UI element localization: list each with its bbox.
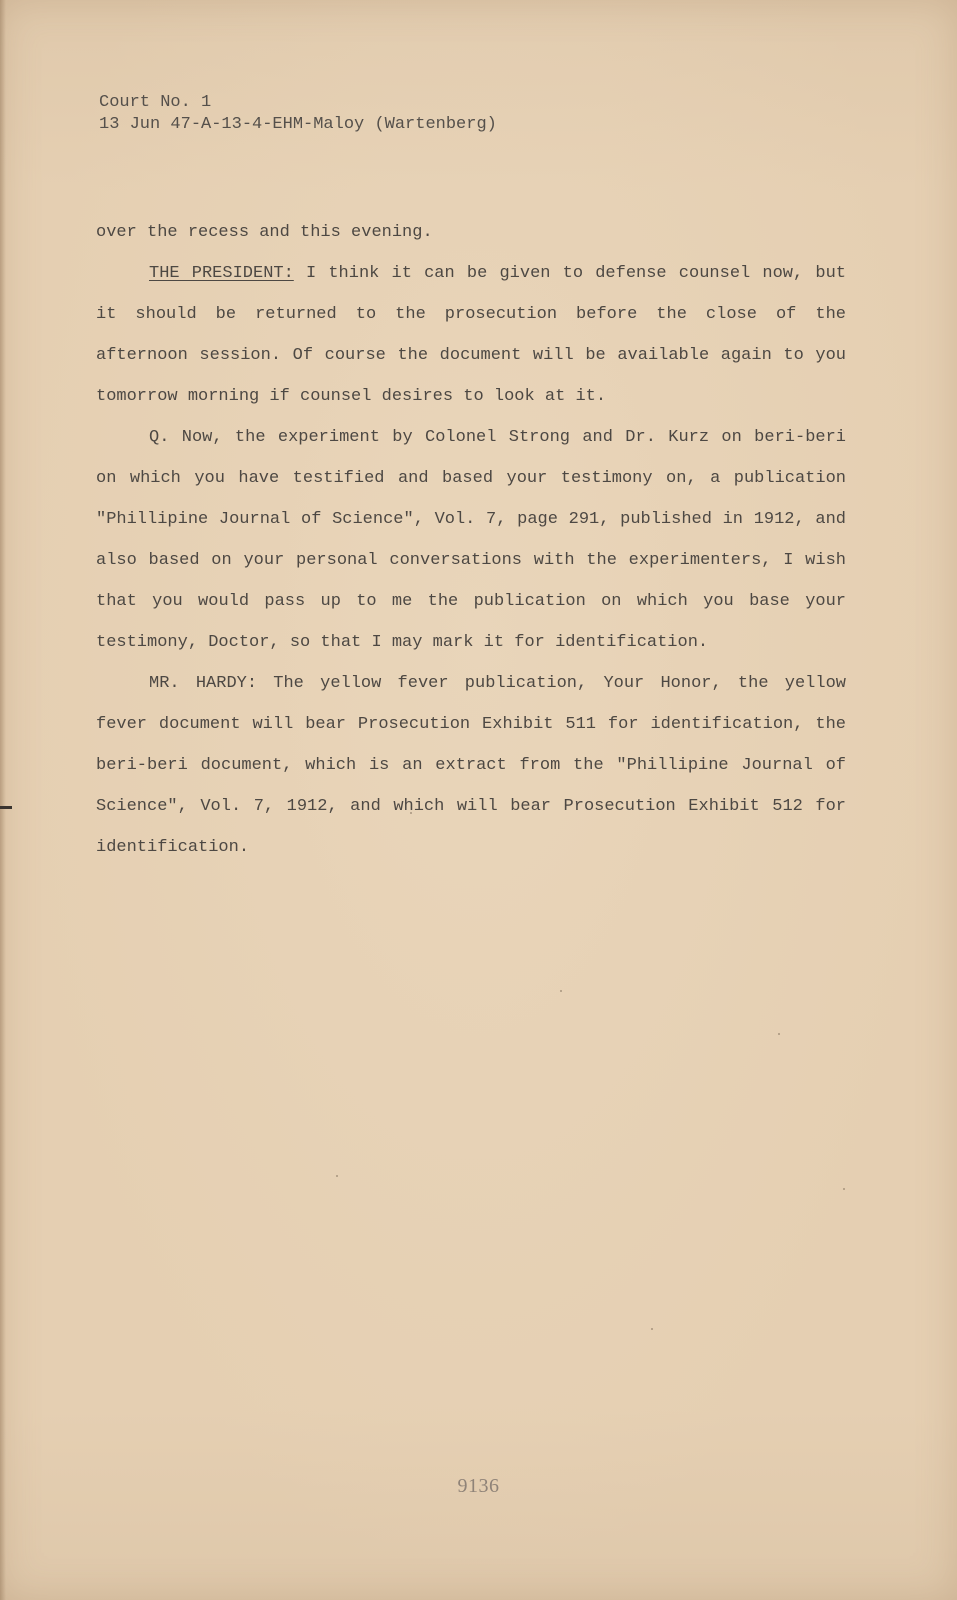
paragraph-hardy [96, 663, 846, 868]
paper-speck [560, 990, 562, 992]
paper-speck [778, 1033, 780, 1035]
paragraph-question: Q. Now, the experiment by Colonel Strong and Dr. Kurz on beri-beri on which you have testified and based your testimony on, a publication "Phillipine Journal of Science", Vol. 7, page 291, published in 1912, and also based on your personal conversations with the experimenters, I wish that you would pass up to me the publication on which you base your testimony, Doctor, so that I may mark it for identification. [96, 428, 846, 652]
binding-mark [0, 806, 12, 809]
document-header [99, 92, 497, 136]
paper-speck [336, 1175, 338, 1177]
paper-speck [843, 1188, 845, 1190]
president-statement: I think it can be given to defense counsel now, but it should be returned to the prosecution before the close of the afternoon session. Of course the document will be available again to you tomorrow morning if counsel desires to look at it. [96, 264, 846, 406]
page-left-edge [0, 0, 6, 1600]
speaker-hardy: MR. HARDY: [149, 674, 258, 693]
transcript-body [96, 212, 846, 868]
court-line: Court No. 1 [99, 93, 212, 112]
paragraph-1: over the recess and this evening. [96, 223, 433, 242]
paragraph-president [96, 253, 846, 417]
paper-speck [410, 812, 412, 814]
session-reference-line: 13 Jun 47-A-13-4-EHM-Maloy (Wartenberg) [99, 115, 497, 134]
hardy-statement: The yellow fever publication, Your Honor, the yellow fever document will bear Prosecution Exhibit 511 for identification, the beri-beri document, which is an extract from the "Phillipine Journal of Science", Vol. 7, 1912, and which will bear Prosecution Exhibit 512 for identification. [96, 674, 846, 857]
speaker-president: THE PRESIDENT: [149, 264, 294, 283]
paper-speck [651, 1328, 653, 1330]
page-number: 9136 [457, 1475, 500, 1497]
